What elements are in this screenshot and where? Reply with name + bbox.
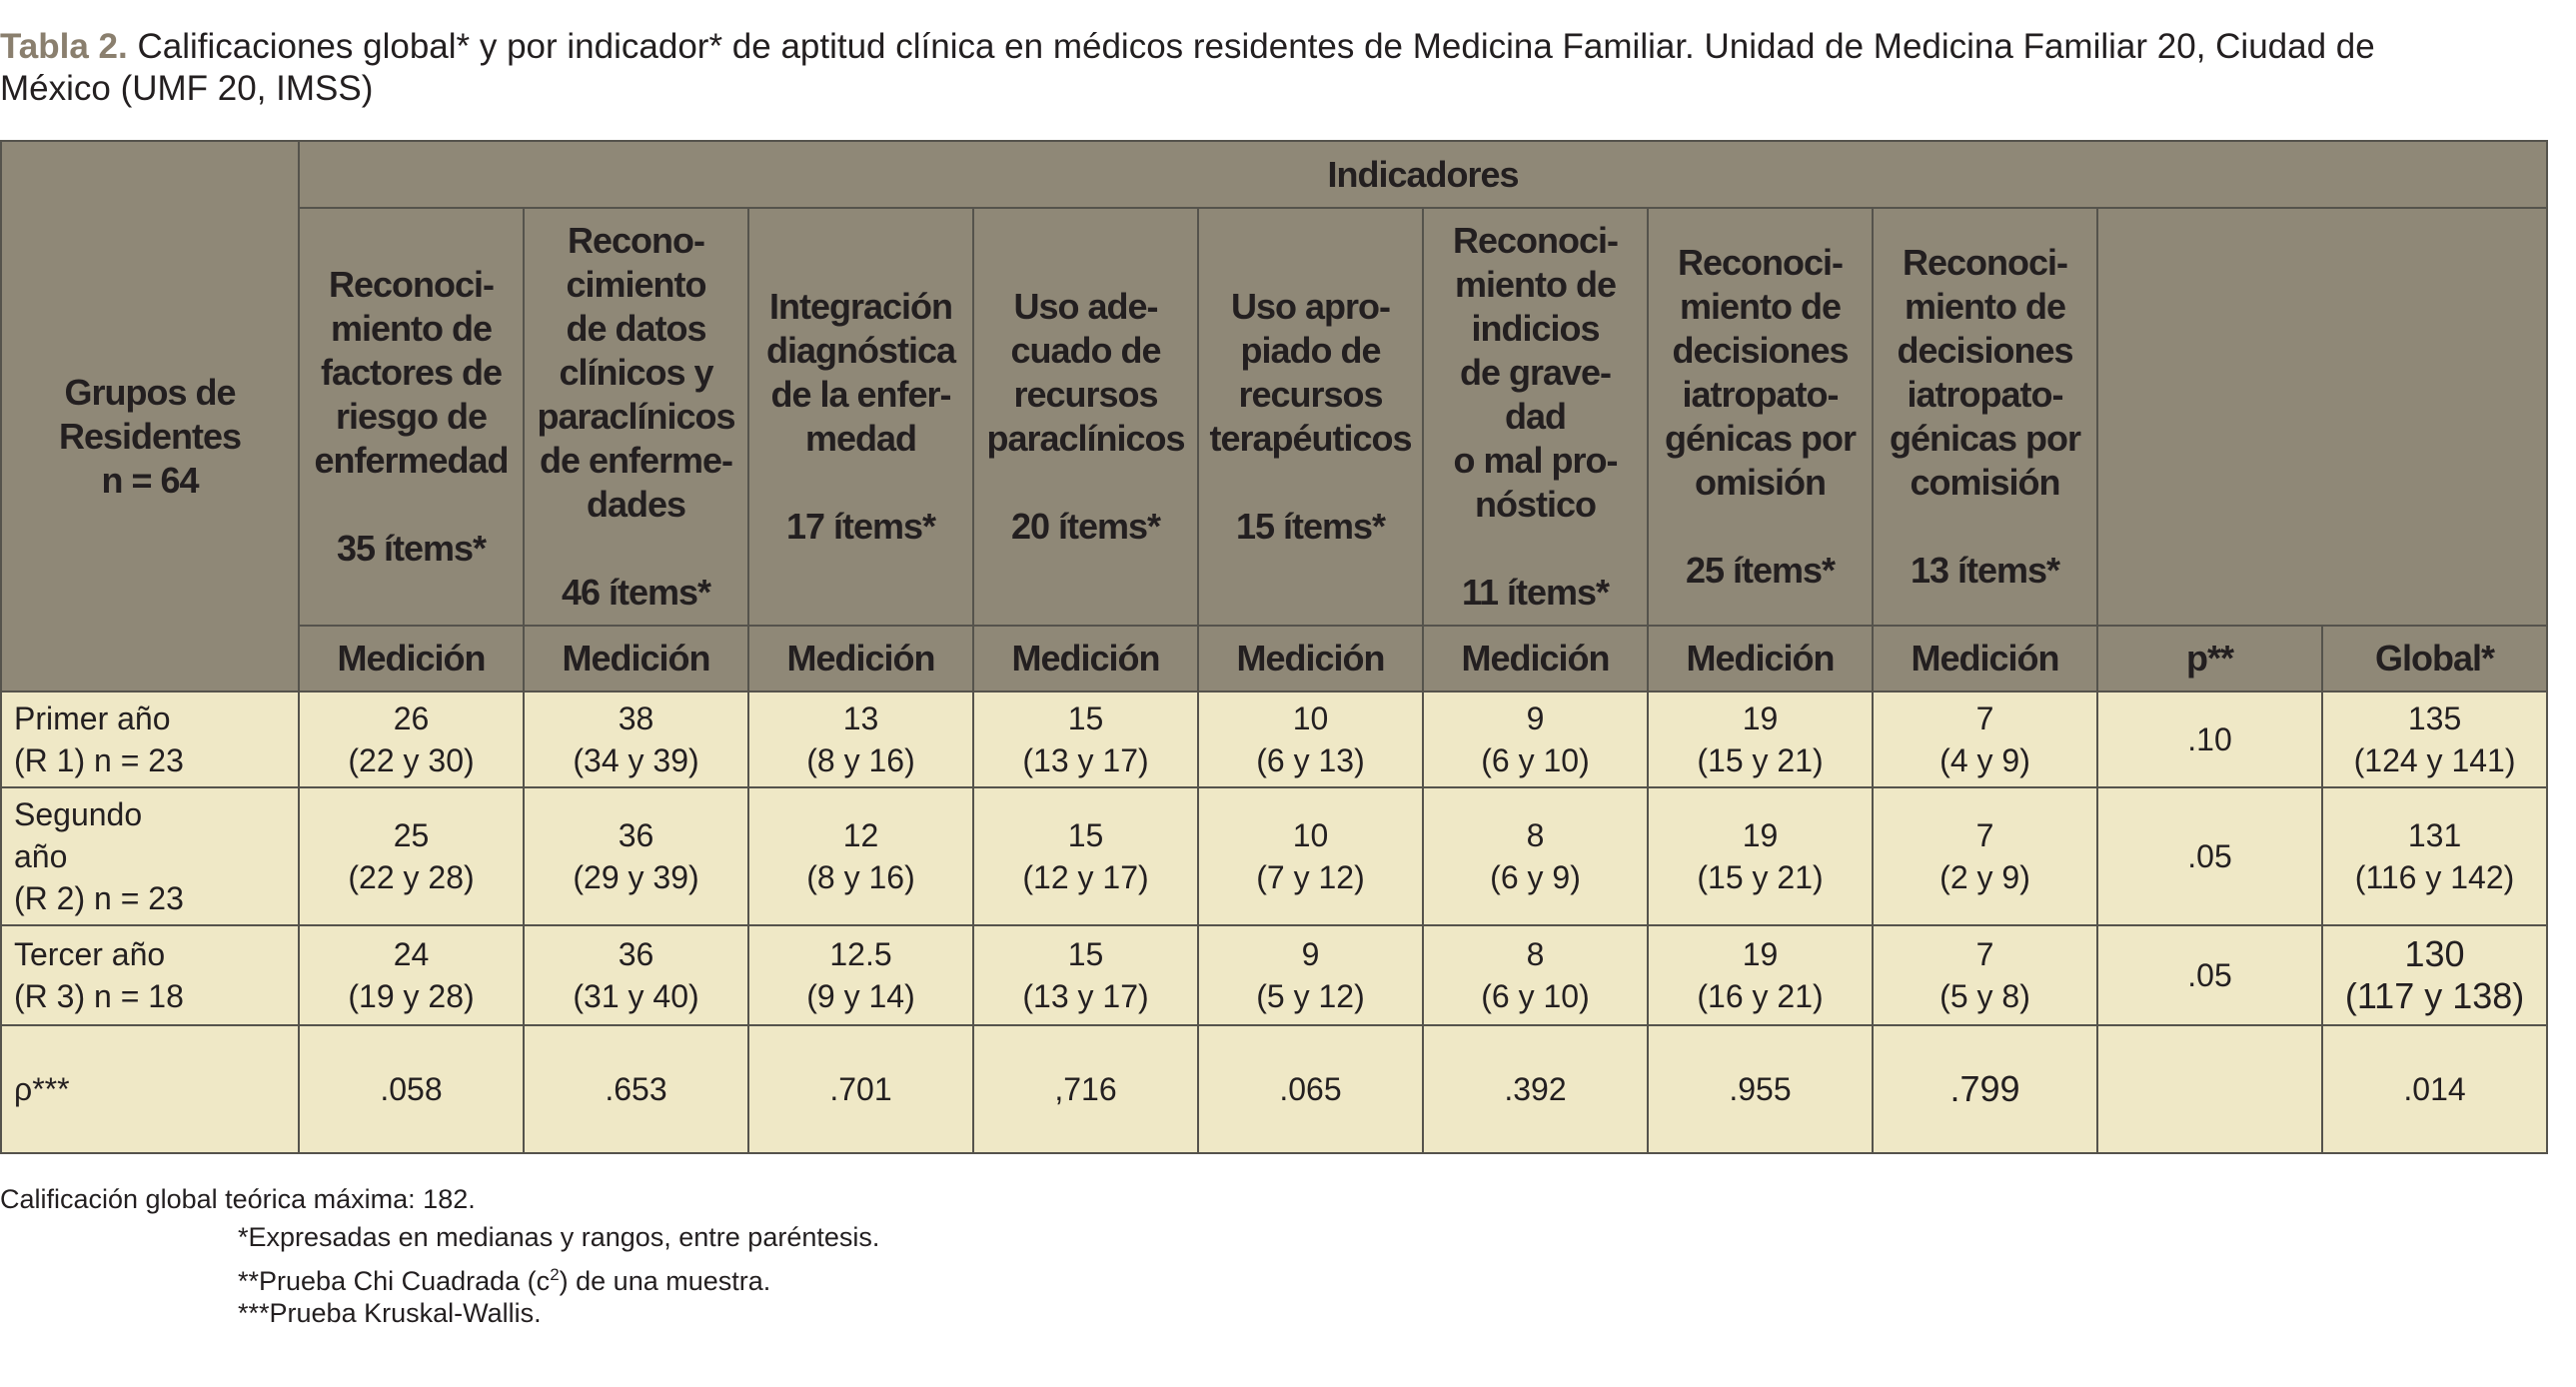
median-value: 26 [393, 700, 430, 736]
caption-text-continued: México (UMF 20, IMSS) [0, 69, 374, 108]
median-value: 24 [393, 936, 430, 972]
median-value: 36 [618, 817, 654, 853]
indicator-header [1648, 208, 1873, 626]
median-value: 25 [393, 817, 430, 853]
footnote-chi-superscript: 2 [550, 1265, 560, 1284]
median-value: 9 [1301, 936, 1320, 972]
indicator-header [299, 208, 524, 626]
global-score-cell [2322, 787, 2547, 925]
indicator-item-count: 11 ítems* [1461, 572, 1610, 613]
medicion-header: Medición [748, 626, 973, 692]
indicator-name-line: nóstico [1474, 484, 1596, 525]
indicator-name-line: recursos [1013, 374, 1158, 415]
median-value: 8 [1526, 817, 1545, 853]
medicion-header: Medición [1198, 626, 1423, 692]
indicator-name-line: génicas por [1889, 418, 2081, 459]
indicator-name-line: indicios [1471, 308, 1600, 349]
indicator-name-line: Uso apro- [1230, 286, 1390, 327]
rho-value-cell: .065 [1198, 1025, 1423, 1153]
indicator-name-line: cuado de [1010, 330, 1161, 371]
median-value: 10 [1292, 817, 1329, 853]
rho-p-cell [2097, 1025, 2322, 1153]
indicator-spacer [525, 527, 747, 571]
median-range-cell [1648, 692, 1873, 787]
indicator-item-count: 20 ítems* [1010, 506, 1161, 547]
range-value: (15 y 21) [1697, 859, 1824, 895]
median-range-cell [1423, 787, 1648, 925]
range-value: (8 y 16) [806, 859, 915, 895]
indicator-name-line: Reconoci- [1902, 242, 2068, 283]
global-range: (117 y 138) [2344, 975, 2525, 1016]
indicator-name-line: decisiones [1672, 330, 1849, 371]
indicator-spacer [1199, 461, 1422, 505]
indicator-spacer [1424, 527, 1647, 571]
median-value: 15 [1067, 936, 1104, 972]
indicator-name-line: enfermedad [314, 440, 509, 481]
median-range-cell [1873, 925, 2097, 1025]
median-value: 7 [1975, 817, 1994, 853]
row-label-line: Primer año [14, 700, 171, 736]
range-value: (13 y 17) [1022, 742, 1149, 778]
indicator-spacer [1874, 505, 2096, 549]
indicator-name-line: medad [804, 418, 917, 459]
indicator-name-line: dad [1504, 396, 1566, 437]
indicator-name-line: Integración [768, 286, 953, 327]
median-range-cell [1198, 925, 1423, 1025]
indicator-name-line: decisiones [1897, 330, 2073, 371]
indicator-name-line: o mal pro- [1453, 440, 1618, 481]
medicion-header: Medición [1648, 626, 1873, 692]
footnote-kruskal-wallis: ***Prueba Kruskal-Wallis. [238, 1298, 542, 1328]
global-range: (116 y 142) [2354, 859, 2515, 895]
indicator-name-line: recursos [1238, 374, 1383, 415]
median-value: 19 [1742, 817, 1779, 853]
global-median: 130 [2404, 933, 2465, 974]
medicion-header: Medición [524, 626, 748, 692]
indicator-name-line: piado de [1240, 330, 1381, 371]
median-value: 15 [1067, 700, 1104, 736]
indicator-name-line: iatropato- [1907, 374, 2063, 415]
global-header: Global* [2322, 626, 2547, 692]
indicator-name-line: cimiento [566, 264, 706, 305]
median-range-cell [299, 787, 524, 925]
median-value: 7 [1975, 700, 1994, 736]
range-value: (4 y 9) [1939, 742, 2030, 778]
indicator-name-line: clínicos y [559, 352, 713, 393]
row-label [1, 925, 299, 1025]
indicator-name-line: Reconoci- [328, 264, 495, 305]
global-score-cell [2322, 692, 2547, 787]
rho-value-cell: ,716 [973, 1025, 1198, 1153]
median-value: 19 [1742, 700, 1779, 736]
range-value: (13 y 17) [1022, 978, 1149, 1014]
range-value: (7 y 12) [1256, 859, 1365, 895]
p-value-cell: .05 [2097, 787, 2322, 925]
medicion-header: Medición [1873, 626, 2097, 692]
median-range-cell [1198, 787, 1423, 925]
rho-value-cell: .058 [299, 1025, 524, 1153]
row-label-line: año [14, 838, 68, 874]
median-value: 12 [842, 817, 879, 853]
median-range-cell [524, 787, 748, 925]
empty-header-cell [2097, 208, 2547, 626]
median-range-cell [524, 925, 748, 1025]
range-value: (31 y 40) [573, 978, 699, 1014]
indicator-name-line: de datos [566, 308, 706, 349]
results-table [0, 140, 2548, 1154]
global-median: 135 [2407, 700, 2462, 736]
indicator-item-count: 46 ítems* [561, 572, 711, 613]
median-range-cell [524, 692, 748, 787]
rho-value-cell: .392 [1423, 1025, 1648, 1153]
median-value: 12.5 [829, 936, 892, 972]
global-median: 131 [2407, 817, 2462, 853]
row-label-line: Segundo [14, 796, 143, 832]
indicator-name-line: miento de [1679, 286, 1841, 327]
rho-value-cell: .799 [1873, 1025, 2097, 1153]
range-value: (6 y 9) [1490, 859, 1581, 895]
table-caption [0, 26, 2576, 110]
rho-value-cell: .653 [524, 1025, 748, 1153]
range-value: (2 y 9) [1939, 859, 2030, 895]
table-row [1, 925, 2547, 1025]
median-range-cell [973, 925, 1198, 1025]
table-number: Tabla 2. [0, 27, 128, 66]
indicator-spacer [300, 483, 523, 527]
global-score-cell [2322, 925, 2547, 1025]
indicator-name-line: Recono- [568, 220, 704, 261]
table-row [1, 692, 2547, 787]
indicator-name-line: omisión [1694, 462, 1826, 503]
group-header-cell [1, 141, 299, 692]
p-value-header: p** [2097, 626, 2322, 692]
indicator-name-line: miento de [1904, 286, 2065, 327]
indicator-name-line: de la enfer- [770, 374, 951, 415]
indicator-item-count: 17 ítems* [785, 506, 936, 547]
indicator-name-line: paraclínicos [537, 396, 735, 437]
median-value: 7 [1975, 936, 1994, 972]
median-range-cell [1873, 787, 2097, 925]
indicator-name-line: dades [586, 484, 686, 525]
group-header-line: n = 64 [101, 459, 199, 501]
range-value: (5 y 8) [1939, 978, 2030, 1014]
indicator-name-line: Reconoci- [1677, 242, 1844, 283]
indicator-name-line: riesgo de [335, 396, 488, 437]
indicator-spacer [749, 461, 972, 505]
median-value: 19 [1742, 936, 1779, 972]
global-range: (124 y 141) [2353, 742, 2516, 778]
median-range-cell [299, 925, 524, 1025]
range-value: (15 y 21) [1697, 742, 1824, 778]
rho-label: ρ*** [1, 1025, 299, 1153]
indicator-spacer [1649, 505, 1872, 549]
range-value: (6 y 13) [1256, 742, 1365, 778]
range-value: (5 y 12) [1256, 978, 1365, 1014]
range-value: (9 y 14) [806, 978, 915, 1014]
rho-global-cell: .014 [2322, 1025, 2547, 1153]
caption-text: Calificaciones global* y por indicador* de aptitud clínica en médicos residentes de Medicina Familiar. Unidad de Medicina Familiar 20, Ciudad de [127, 27, 2375, 66]
row-label [1, 692, 299, 787]
rho-value-cell: .955 [1648, 1025, 1873, 1153]
range-value: (6 y 10) [1481, 742, 1590, 778]
range-value: (6 y 10) [1481, 978, 1590, 1014]
range-value: (8 y 16) [806, 742, 915, 778]
indicator-item-count: 25 ítems* [1685, 550, 1836, 591]
footnote-chi-text-end: ) de una muestra. [559, 1266, 771, 1296]
range-value: (22 y 30) [348, 742, 475, 778]
median-value: 10 [1292, 700, 1329, 736]
row-label-line: (R 3) n = 18 [14, 978, 184, 1014]
indicator-item-count: 13 ítems* [1910, 550, 2060, 591]
indicator-name-line: de enferme- [539, 440, 733, 481]
median-value: 9 [1526, 700, 1545, 736]
table-row [1, 787, 2547, 925]
footnote-max-score: Calificación global teórica máxima: 182. [0, 1184, 476, 1214]
median-range-cell [299, 692, 524, 787]
indicator-header [973, 208, 1198, 626]
row-label-line: (R 1) n = 23 [14, 742, 184, 778]
indicator-header [524, 208, 748, 626]
p-value-cell: .10 [2097, 692, 2322, 787]
indicator-spacer [974, 461, 1197, 505]
indicator-name-line: miento de [1454, 264, 1616, 305]
indicator-name-line: factores de [320, 352, 503, 393]
median-range-cell [973, 787, 1198, 925]
indicators-header: Indicadores [299, 141, 2547, 208]
median-range-cell [748, 925, 973, 1025]
range-value: (29 y 39) [573, 859, 699, 895]
median-range-cell [1423, 925, 1648, 1025]
medicion-header: Medición [299, 626, 524, 692]
indicator-name-line: iatropato- [1682, 374, 1839, 415]
indicator-header [1873, 208, 2097, 626]
row-label [1, 787, 299, 925]
median-range-cell [748, 692, 973, 787]
p-value-cell: .05 [2097, 925, 2322, 1025]
rho-row [1, 1025, 2547, 1153]
indicator-header [1198, 208, 1423, 626]
rho-value-cell: .701 [748, 1025, 973, 1153]
median-value: 15 [1067, 817, 1104, 853]
median-value: 8 [1526, 936, 1545, 972]
median-value: 36 [618, 936, 654, 972]
indicator-header [1423, 208, 1648, 626]
footnote-chi-square [238, 1258, 770, 1298]
indicator-name-line: diagnóstica [765, 330, 956, 371]
median-range-cell [973, 692, 1198, 787]
range-value: (22 y 28) [348, 859, 475, 895]
indicator-name-line: paraclínicos [986, 418, 1185, 459]
row-label-line: (R 2) n = 23 [14, 880, 184, 916]
indicator-name-line: génicas por [1664, 418, 1857, 459]
median-range-cell [1648, 787, 1873, 925]
range-value: (16 y 21) [1697, 978, 1824, 1014]
indicator-name-line: comisión [1910, 462, 2060, 503]
indicator-name-line: Reconoci- [1452, 220, 1619, 261]
median-value: 38 [618, 700, 654, 736]
medicion-header: Medición [973, 626, 1198, 692]
range-value: (19 y 28) [348, 978, 475, 1014]
medicion-header: Medición [1423, 626, 1648, 692]
indicator-name-line: de grave- [1459, 352, 1612, 393]
group-header-line: Grupos de [64, 371, 236, 413]
median-range-cell [1198, 692, 1423, 787]
footnote-medians: *Expresadas en medianas y rangos, entre paréntesis. [238, 1222, 880, 1252]
indicator-name-line: Uso ade- [1013, 286, 1158, 327]
row-label-line: Tercer año [14, 936, 166, 972]
footnote-chi-text: **Prueba Chi Cuadrada (c [238, 1266, 551, 1296]
indicator-name-line: terapéuticos [1209, 418, 1412, 459]
indicator-item-count: 35 ítems* [336, 528, 487, 569]
range-value: (12 y 17) [1022, 859, 1149, 895]
indicator-item-count: 15 ítems* [1235, 506, 1386, 547]
group-header-line: Residentes [58, 415, 242, 457]
median-range-cell [1648, 925, 1873, 1025]
indicator-name-line: miento de [330, 308, 492, 349]
median-range-cell [1873, 692, 2097, 787]
median-value: 13 [842, 700, 879, 736]
median-range-cell [1423, 692, 1648, 787]
median-range-cell [748, 787, 973, 925]
range-value: (34 y 39) [573, 742, 699, 778]
indicator-header [748, 208, 973, 626]
